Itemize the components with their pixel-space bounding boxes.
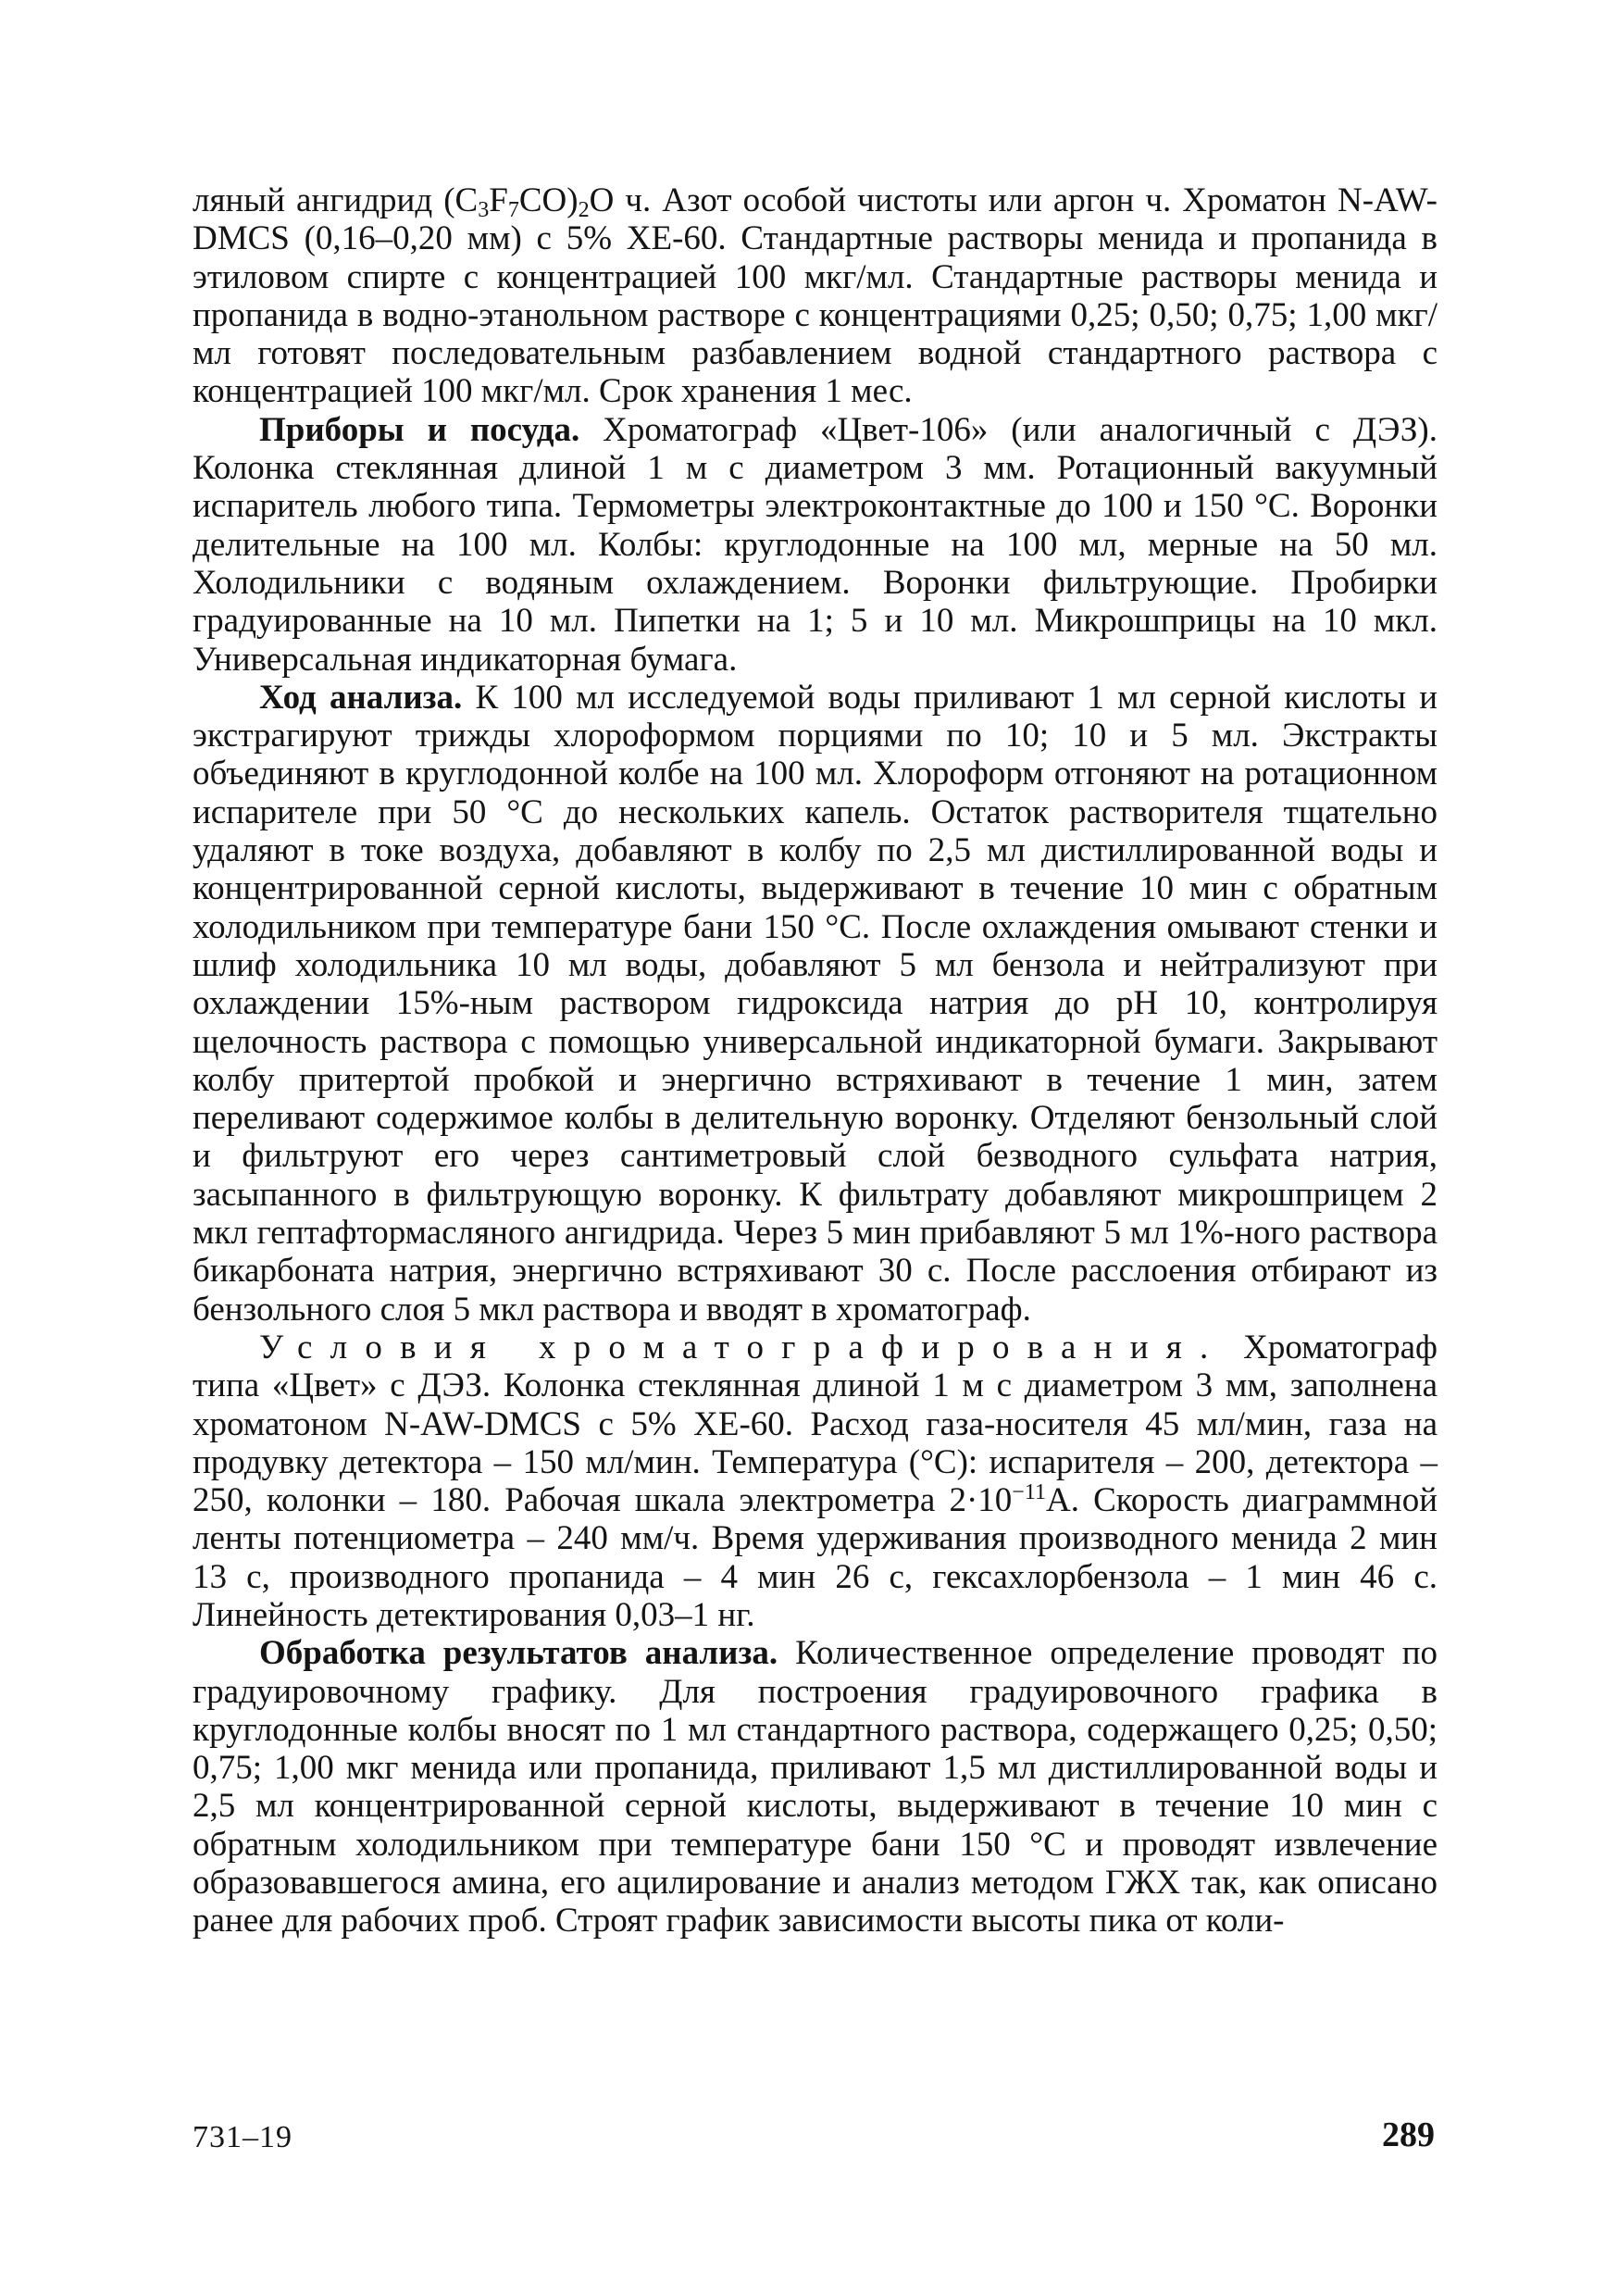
- page-number: 289: [1382, 2115, 1435, 2154]
- p1-sub-3: 2: [578, 198, 590, 222]
- p1-text-c: CO): [518, 181, 579, 219]
- conditions-body-b: А. Скорость диаграммной ленты потенциометра – 240 мм/ч. Время удерживания производного менида 2 мин 13 с, производного пропанида – 4 мин 26 с, гексахлорбензола – 1 мин 46 с. Линейность детектирования 0,03–1 нг.: [193, 1481, 1438, 1634]
- equipment-heading: Приборы и посуда.: [259, 410, 580, 449]
- p1-text-d: O ч. Азот особой чистоты или аргон ч. Хроматон N-AW-DMCS (0,16–0,20 мм) с 5% XE-60. Стандартные растворы менида и пропанида в этиловом спирте с концентрацией 100 мкг/мл. Стандартные растворы менида и пропанида в водно-этанольном растворе с концентрациями 0,25; 0,50; 0,75; 1,00 мкг/мл готовят последовательным разбавлением водной стандартного раствора с концентрацией 100 мкг/мл. Срок хранения 1 мес.: [193, 181, 1438, 411]
- p1-sub-1: 3: [478, 198, 490, 222]
- procedure-heading: Ход анализа.: [259, 678, 463, 717]
- p1-text-b: F: [489, 181, 508, 219]
- equipment-body: Хроматограф «Цвет-106» (или аналогичный с ДЭЗ). Колонка стеклянная длиной 1 м с диаметром 3 мм. Ротационный вакуумный испаритель любого типа. Термометры электроконтактные до 100 и 150 °С. Воронки делительные на 100 мл. Колбы: круглодонные на 100 мл, мерные на 50 мл. Холодильники с водяным охлаждением. Воронки фильтрующие. Пробирки градуированные на 10 мл. Пипетки на 1; 5 и 10 мл. Микрошприцы на 10 мкл. Универсальная индикаторная бумага.: [193, 410, 1438, 679]
- paragraph-reagents-continued: [193, 181, 1438, 411]
- conditions-heading: Условия хроматографирования.: [259, 1328, 1226, 1366]
- paragraph-equipment: [193, 411, 1438, 679]
- main-text: [193, 181, 1438, 1940]
- paragraph-chromatography-conditions: [193, 1329, 1438, 1634]
- printer-signature: 731–19: [193, 2120, 292, 2154]
- results-body: Количественное определение проводят по градуировочному графику. Для построения градуировочного графика в круглодонные колбы вносят по 1 мл стандартного раствора, содержащего 0,25; 0,50; 0,75; 1,00 мкг менида или пропанида, приливают 1,5 мл дистиллированной воды и 2,5 мл концентрированной серной кислоты, выдерживают в течение 10 мин с обратным холодильником при температуре бани 150 °С и проводят извлечение образовавшегося амина, его ацилирование и анализ методом ГЖХ так, как описано ранее для рабочих проб. Строят график зависимости высоты пика от коли-: [193, 1634, 1438, 1940]
- conditions-body-a: Хроматограф типа «Цвет» с ДЭЗ. Колонка стеклянная длиной 1 м с диаметром 3 мм, заполнена хроматоном N-AW-DMCS с 5% XE-60. Расход газа-носителя 45 мл/мин, газа на продувку детектора – 150 мл/мин. Температура (°С): испарителя – 200, детектора – 250, колонки – 180. Рабочая шкала электрометра 2·10: [193, 1328, 1438, 1520]
- conditions-exponent: −11: [1012, 1479, 1047, 1504]
- paragraph-procedure: [193, 679, 1438, 1329]
- p1-text-a: ляный ангидрид (C: [193, 181, 479, 219]
- results-heading: Обработка результатов анализа.: [259, 1634, 778, 1673]
- paragraph-results-processing: [193, 1634, 1438, 1940]
- procedure-body: К 100 мл исследуемой воды приливают 1 мл серной кислоты и экстрагируют трижды хлороформом порциями по 10; 10 и 5 мл. Экстракты объединяют в круглодонной колбе на 100 мл. Хлороформ отгоняют на ротационном испарителе при 50 °С до нескольких капель. Остаток растворителя тщательно удаляют в токе воздуха, добавляют в колбу по 2,5 мл дистиллированной воды и концентрированной серной кислоты, выдерживают в течение 10 мин с обратным холодильником при температуре бани 150 °С. После охлаждения омывают стенки и шлиф холодильника 10 мл воды, добавляют 5 мл бензола и нейтрализуют при охлаждении 15%-ным раствором гидроксида натрия до pH 10, контролируя щелочность раствора с помощью универсальной индикаторной бумаги. Закрывают колбу притертой пробкой и энергично встряхивают в течение 1 мин, затем переливают содержимое колбы в делительную воронку. Отделяют бензольный слой и фильтруют его через сантиметровый слой безводного сульфата натрия, засыпанного в фильтрующую воронку. К фильтрату добавляют микрошприцем 2 мкл гептафтормасляного ангидрида. Через 5 мин прибавляют 5 мл 1%-ного раствора бикарбоната натрия, энергично встряхивают 30 с. После расслоения отбирают из бензольного слоя 5 мкл раствора и вводят в хроматограф.: [193, 678, 1438, 1329]
- p1-sub-2: 7: [507, 198, 519, 222]
